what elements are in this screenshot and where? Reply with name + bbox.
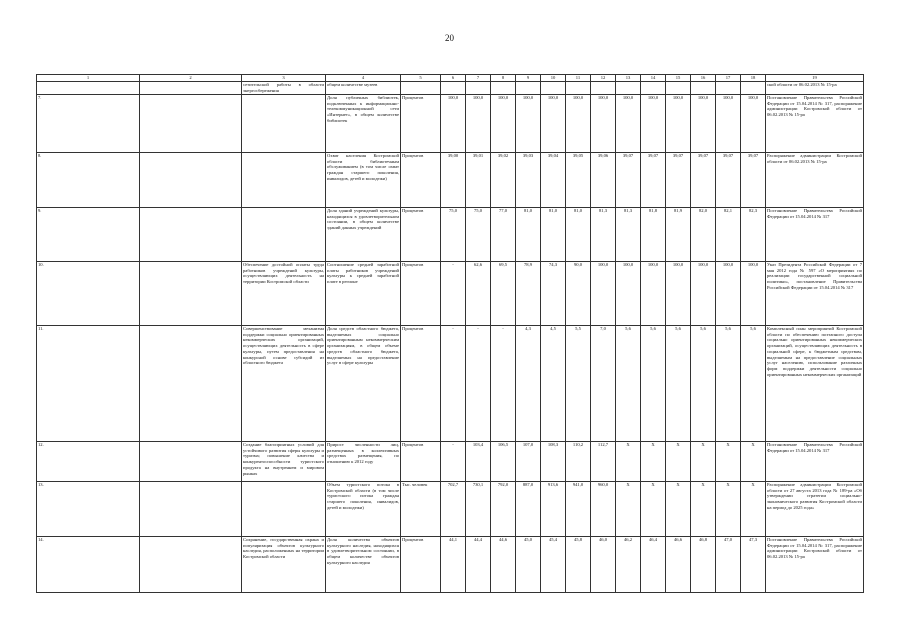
value-cell: 62,6 [466, 262, 491, 326]
goal-cell [242, 482, 326, 537]
value-cell: X [716, 442, 741, 482]
value-cell: 100,0 [666, 262, 691, 326]
header-cell: 4 [326, 75, 401, 82]
indicator-cell: Доля количества объектов культурного наследия, находящихся в удовлетворительном состоянии, в общем количестве объектов культурного наследия [326, 537, 401, 593]
table-row [37, 82, 864, 95]
value-cell [491, 82, 516, 95]
goal-cell: Создание благоприятных условий для устойчивого развития сферы культуры и туризма; повышение качества и конкурентоспособности туристского продукта на внутреннем и мировом рынках [242, 442, 326, 482]
value-cell: 5,5 [566, 326, 591, 442]
value-cell: X [666, 442, 691, 482]
value-cell: 792,0 [491, 482, 516, 537]
empty-cell [140, 326, 242, 442]
value-cell: - [491, 326, 516, 442]
goal-cell: сетительской работы в области энергосбережения [243, 82, 324, 93]
value-cell: 913,6 [541, 482, 566, 537]
page-number: 20 [445, 33, 454, 43]
value-cell: 46,6 [666, 537, 691, 593]
goal-cell: Обеспечение достойной оплаты труда работников учреждений культуры, осуществляющих деятельность на территории Костромской области [242, 262, 326, 326]
value-cell: 82,1 [716, 208, 741, 262]
value-cell: 75,0 [466, 208, 491, 262]
value-cell: 100,0 [691, 95, 716, 153]
value-cell: 44,1 [441, 537, 466, 593]
unit-cell: Процентов [401, 326, 441, 442]
value-cell: 100,0 [666, 95, 691, 153]
value-cell: 39,07 [716, 153, 741, 208]
source-cell: Постановление Правительства Российской Федерации от 15.04.2014 № 317, распоряжение администрации Костромской области от 06.02.2013 № 15-ра [766, 537, 864, 593]
value-cell: 100,0 [566, 95, 591, 153]
value-cell: - [441, 262, 466, 326]
table-row [37, 326, 864, 442]
value-cell: 39,07 [666, 153, 691, 208]
empty-cell [140, 262, 242, 326]
goal-cell [242, 208, 326, 262]
table-row [37, 95, 864, 153]
value-cell: 81,3 [591, 208, 616, 262]
value-cell: 39,07 [691, 153, 716, 208]
value-cell [566, 82, 591, 95]
value-cell [716, 82, 741, 95]
indicator-cell: общем количестве музеев [326, 82, 401, 95]
value-cell [441, 82, 466, 95]
row-number-cell: 7. [37, 95, 140, 153]
value-cell: 100,0 [691, 262, 716, 326]
unit-cell: Процентов [401, 208, 441, 262]
indicator-cell: Соотношение средней заработной платы работников учреждений культуры к средней заработной плате в регионе [326, 262, 401, 326]
value-cell: 39,06 [591, 153, 616, 208]
value-cell: 100,0 [541, 95, 566, 153]
value-cell: 39,07 [741, 153, 766, 208]
value-cell: 5,6 [666, 326, 691, 442]
header-cell: 6 [441, 75, 466, 82]
value-cell [616, 82, 641, 95]
value-cell: 69,5 [491, 262, 516, 326]
value-cell: 108,3 [541, 442, 566, 482]
indicator-cell: Прирост численности лиц, размещенных в коллективных средствах размещения, по отношению к 2012 году [326, 442, 401, 482]
indicators-table [36, 74, 864, 593]
value-cell: 100,0 [516, 95, 541, 153]
header-cell: 17 [716, 75, 741, 82]
unit-cell: Процентов [401, 95, 441, 153]
empty-cell [140, 442, 242, 482]
value-cell: 100,0 [466, 95, 491, 153]
header-cell: 16 [691, 75, 716, 82]
value-cell: X [616, 482, 641, 537]
header-cell: 7 [466, 75, 491, 82]
indicator-cell: Охват населения Костромской области библиотечным обслуживанием (в том числе охват граждан старшего поколения, инвалидов, детей и молодежи) [326, 153, 401, 208]
value-cell: X [691, 482, 716, 537]
value-cell: 100,0 [641, 262, 666, 326]
value-cell: 81,9 [666, 208, 691, 262]
indicator-cell: Доля средств областного бюджета, выделяемых социально ориентированным некоммерческим организациям, в общем объеме средств областного бюджета, выделяемых на предоставление услуг в сфере культуры [326, 326, 401, 442]
value-cell: 702,7 [441, 482, 466, 537]
value-cell [541, 82, 566, 95]
value-cell: 45,8 [566, 537, 591, 593]
value-cell: 39,04 [541, 153, 566, 208]
value-cell: 47,3 [741, 537, 766, 593]
header-cell: 9 [516, 75, 541, 82]
value-cell: 81,0 [541, 208, 566, 262]
value-cell: 100,0 [491, 95, 516, 153]
source-cell: Постановление Правительства Российской Федерации от 15.04.2014 № 317, распоряжение администрации Костромской области от 06.02.2013 № 15-ра [766, 95, 864, 153]
value-cell [666, 82, 691, 95]
value-cell: X [691, 442, 716, 482]
header-cell: 2 [140, 75, 242, 82]
value-cell: 5,6 [616, 326, 641, 442]
header-cell: 18 [741, 75, 766, 82]
source-cell: Комплексный план мероприятий Костромской области по обеспечению поэтапного доступа социально ориентированных некоммерческих организаций, осуществляющих деятельность в социальной сфере, к бюджетным средствам, выделяемым на предоставление социальных услуг населению, использование различных форм поддержки деятельности социально ориентированных некоммерческих организаций [766, 326, 864, 442]
header-cell: 12 [591, 75, 616, 82]
value-cell [641, 82, 666, 95]
value-cell: 46,8 [691, 537, 716, 593]
value-cell: 46,4 [641, 537, 666, 593]
unit-cell: Процентов [401, 262, 441, 326]
value-cell: 100,0 [716, 95, 741, 153]
value-cell: - [441, 326, 466, 442]
value-cell: X [666, 482, 691, 537]
goal-cell: Совершенствование механизма поддержки социально ориентированных некоммерческих организаций, осуществляющих деятельность в сфере культуры, путем предоставления на конкурсной основе субсидий из областного бюджета [242, 326, 326, 442]
empty-cell [140, 208, 242, 262]
value-cell: 90,0 [566, 262, 591, 326]
header-cell: 8 [491, 75, 516, 82]
value-cell: 4,3 [516, 326, 541, 442]
value-cell: 47,0 [716, 537, 741, 593]
value-cell: 82,0 [691, 208, 716, 262]
header-cell: 3 [242, 75, 326, 82]
value-cell: X [741, 482, 766, 537]
value-cell: 39,07 [616, 153, 641, 208]
value-cell: - [441, 442, 466, 482]
value-cell: 44,4 [466, 537, 491, 593]
value-cell: 730,1 [466, 482, 491, 537]
value-cell: X [616, 442, 641, 482]
value-cell: 7,0 [591, 326, 616, 442]
goal-cell [242, 95, 326, 153]
value-cell: 39,05 [566, 153, 591, 208]
value-cell: 75,0 [441, 208, 466, 262]
table-row [37, 442, 864, 482]
empty-cell [140, 537, 242, 593]
value-cell: 46,2 [616, 537, 641, 593]
value-cell: 46,0 [591, 537, 616, 593]
value-cell: 941,0 [566, 482, 591, 537]
header-cell: 5 [401, 75, 441, 82]
value-cell: 887,0 [516, 482, 541, 537]
value-cell: X [741, 442, 766, 482]
header-cell: 1 [37, 75, 140, 82]
goal-cell [242, 153, 326, 208]
value-cell: - [466, 326, 491, 442]
empty-cell [140, 95, 242, 153]
value-cell: 39,03 [516, 153, 541, 208]
value-cell: X [641, 442, 666, 482]
unit-cell: Процентов [401, 153, 441, 208]
empty-cell [140, 482, 242, 537]
unit-cell [401, 82, 441, 95]
source-cell: Распоряжение администрации Костромской области от 06.02.2013 № 15-ра [766, 153, 864, 208]
row-number-cell: 14. [37, 537, 140, 593]
value-cell: 74,3 [541, 262, 566, 326]
row-number-cell: 12. [37, 442, 140, 482]
empty-cell [140, 82, 242, 95]
header-cell: 13 [616, 75, 641, 82]
indicator-cell: Объем туристского потока в Костромской области (в том числе туристского потока граждан старшего поколения, инвалидов, детей и молодежи) [326, 482, 401, 537]
value-cell: 112,7 [591, 442, 616, 482]
indicator-cell: Доля зданий учреждений культуры, находящихся в удовлетворительном состоянии, в общем количестве зданий данных учреждений [326, 208, 401, 262]
value-cell: 81,0 [566, 208, 591, 262]
value-cell: 39,00 [441, 153, 466, 208]
value-cell: 44,6 [491, 537, 516, 593]
value-cell: 5,6 [741, 326, 766, 442]
unit-cell: Тыс. человек [401, 482, 441, 537]
value-cell: 82,3 [741, 208, 766, 262]
value-cell: 45,0 [516, 537, 541, 593]
value-cell: 100,0 [741, 95, 766, 153]
header-cell: 10 [541, 75, 566, 82]
value-cell: 39,02 [491, 153, 516, 208]
indicator-cell: Доля публичных библиотек, подключенных к информационно-телекоммуникационной сети «Интернет», в общем количестве библиотек [326, 95, 401, 153]
value-cell: 4,5 [541, 326, 566, 442]
value-cell: X [641, 482, 666, 537]
header-cell: 19 [766, 75, 864, 82]
source-cell: Постановление Правительства Российской Федерации от 15.04.2014 № 317 [766, 442, 864, 482]
value-cell: 100,0 [716, 262, 741, 326]
row-number-cell [37, 82, 140, 95]
value-cell: 81,0 [516, 208, 541, 262]
row-number-cell: 8. [37, 153, 140, 208]
value-cell: 100,0 [591, 95, 616, 153]
header-cell: 11 [566, 75, 591, 82]
value-cell: 960,0 [591, 482, 616, 537]
value-cell: 39,01 [466, 153, 491, 208]
header-cell: 14 [641, 75, 666, 82]
row-number-cell: 13. [37, 482, 140, 537]
value-cell [741, 82, 766, 95]
value-cell: 107,0 [516, 442, 541, 482]
value-cell: 81,8 [641, 208, 666, 262]
value-cell: 100,0 [591, 262, 616, 326]
source-cell: Распоряжение администрации Костромской области от 27 августа 2013 года № 189-ра «Об утверждении стратегии социально-экономического развития Костромской области на период до 2025 года» [766, 482, 864, 537]
value-cell: 45,4 [541, 537, 566, 593]
unit-cell: Процентов [401, 442, 441, 482]
value-cell: 100,0 [616, 262, 641, 326]
header-row [37, 75, 864, 82]
table-row [37, 262, 864, 326]
value-cell: 77,0 [491, 208, 516, 262]
value-cell: 100,0 [641, 95, 666, 153]
goal-cell: Сохранение, государственная охрана и популяризация объектов культурного наследия, расположенных на территории Костромской области [242, 537, 326, 593]
value-cell [691, 82, 716, 95]
source-cell: ской области от 06.02.2013 № 15-ра [766, 82, 864, 95]
value-cell [516, 82, 541, 95]
table-row [37, 208, 864, 262]
value-cell: 5,6 [641, 326, 666, 442]
value-cell: 100,0 [741, 262, 766, 326]
value-cell: 100,0 [441, 95, 466, 153]
table-row [37, 482, 864, 537]
value-cell [591, 82, 616, 95]
header-cell: 15 [666, 75, 691, 82]
value-cell: 81,3 [616, 208, 641, 262]
value-cell: 5,6 [691, 326, 716, 442]
value-cell: 103,4 [466, 442, 491, 482]
source-cell: Указ Президента Российской Федерации от 7 мая 2012 года № 597 «О мероприятиях по реализации государственной социальной политики», постановление Правительства Российской Федерации от 15.04.2014 № 317 [766, 262, 864, 326]
value-cell: X [716, 482, 741, 537]
unit-cell: Процентов [401, 537, 441, 593]
row-number-cell: 9. [37, 208, 140, 262]
table-row [37, 537, 864, 593]
value-cell: 106,5 [491, 442, 516, 482]
value-cell: 5,6 [716, 326, 741, 442]
value-cell: 100,0 [616, 95, 641, 153]
value-cell: 110,2 [566, 442, 591, 482]
value-cell: 39,07 [641, 153, 666, 208]
row-number-cell: 11. [37, 326, 140, 442]
source-cell: Постановление Правительства Российской Федерации от 15.04.2014 № 317 [766, 208, 864, 262]
empty-cell [140, 153, 242, 208]
table-row [37, 153, 864, 208]
row-number-cell: 10. [37, 262, 140, 326]
value-cell: 78,9 [516, 262, 541, 326]
value-cell [466, 82, 491, 95]
